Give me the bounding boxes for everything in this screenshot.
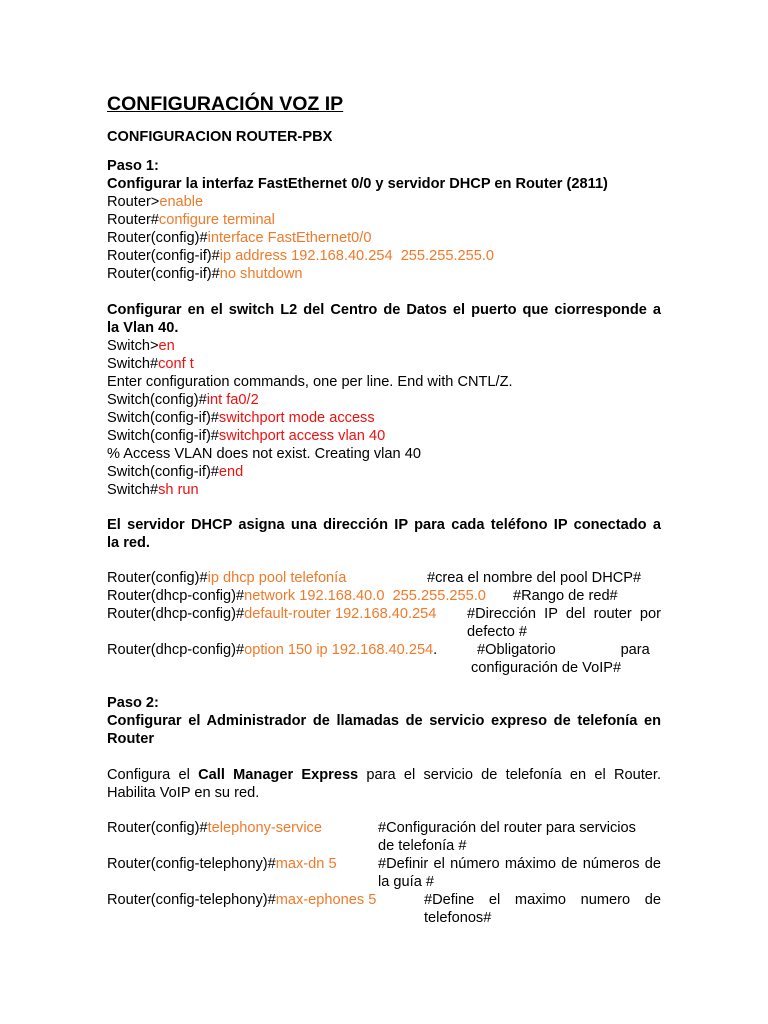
cli-prompt: Router(dhcp-config)# bbox=[107, 642, 245, 658]
config-line bbox=[107, 463, 243, 481]
paragraph-text: Configura el bbox=[107, 767, 199, 783]
cli-prompt: Router(config-if)# bbox=[107, 248, 220, 264]
config-line bbox=[107, 855, 337, 873]
cli-command: ip dhcp pool telefonía bbox=[207, 570, 347, 586]
config-comment-cont: configuración de VoIP# bbox=[471, 660, 622, 676]
paso2-paragraph bbox=[107, 766, 661, 784]
cli-command: telephony-service bbox=[207, 820, 322, 836]
cli-output: % Access VLAN does not exist. Creating vlan 40 bbox=[107, 446, 421, 462]
paragraph-emphasis: Call Manager Express bbox=[198, 767, 359, 783]
config-comment: #Definir el número máximo de números de bbox=[378, 856, 661, 872]
section-subtitle: CONFIGURACION ROUTER-PBX bbox=[107, 129, 333, 145]
cli-prompt: Switch# bbox=[107, 356, 159, 372]
cli-prompt: Router(dhcp-config)# bbox=[107, 606, 245, 622]
cli-command: switchport access vlan 40 bbox=[218, 428, 386, 444]
cli-command: enable bbox=[159, 194, 204, 210]
cli-prompt: Switch(config-if)# bbox=[107, 428, 219, 444]
switch-heading-line2: la Vlan 40. bbox=[107, 320, 179, 336]
cli-prompt: Router(config-telephony)# bbox=[107, 856, 276, 872]
config-line bbox=[107, 193, 203, 211]
config-line bbox=[107, 481, 199, 499]
cli-prompt: Router(config)# bbox=[107, 230, 208, 246]
config-line bbox=[107, 569, 346, 587]
config-comment-cont: la guía # bbox=[378, 874, 434, 890]
config-comment: #Dirección IP del router por bbox=[467, 606, 661, 622]
cli-prompt: Switch(config-if)# bbox=[107, 464, 219, 480]
cli-command: default-router 192.168.40.254 bbox=[244, 606, 437, 622]
switch-heading-line1: Configurar en el switch L2 del Centro de Datos el puerto que ciorresponde a bbox=[107, 302, 661, 318]
cli-command: interface FastEthernet0/0 bbox=[207, 230, 372, 246]
config-comment: #crea el nombre del pool DHCP# bbox=[427, 570, 642, 586]
config-line bbox=[107, 445, 421, 463]
cli-prompt: Router(dhcp-config)# bbox=[107, 588, 245, 604]
cli-command: end bbox=[218, 464, 244, 480]
cli-prompt: Switch# bbox=[107, 482, 159, 498]
paso2-heading-line1: Configurar el Administrador de llamadas de servicio expreso de telefonía en bbox=[107, 713, 661, 729]
cli-command: no shutdown bbox=[219, 266, 303, 282]
cli-command: max-ephones 5 bbox=[275, 892, 377, 908]
config-line bbox=[107, 819, 322, 837]
page-title: CONFIGURACIÓN VOZ IP bbox=[107, 93, 344, 115]
config-comment: #Rango de red# bbox=[513, 588, 618, 604]
cli-command: configure terminal bbox=[158, 212, 275, 228]
cli-command: en bbox=[158, 338, 175, 354]
config-comment-cont: telefonos# bbox=[424, 910, 492, 926]
cli-prompt: Router(config)# bbox=[107, 820, 208, 836]
config-comment: #Configuración del router para servicios bbox=[378, 820, 636, 836]
cli-command: max-dn 5 bbox=[275, 856, 337, 872]
dhcp-heading-line2: la red. bbox=[107, 535, 150, 551]
cli-command: network 192.168.40.0 255.255.255.0 bbox=[244, 588, 486, 604]
config-line bbox=[107, 211, 275, 229]
config-line bbox=[107, 391, 259, 409]
config-line bbox=[107, 641, 437, 659]
config-line bbox=[107, 409, 375, 427]
config-comment: #Obligatorio para bbox=[477, 642, 650, 658]
cli-prompt: Router(config)# bbox=[107, 570, 208, 586]
config-comment-cont: defecto # bbox=[467, 624, 528, 640]
dhcp-heading-line1: El servidor DHCP asigna una dirección IP para cada teléfono IP conectado a bbox=[107, 517, 661, 533]
cli-suffix: . bbox=[433, 642, 438, 658]
config-comment: #Define el maximo numero de bbox=[424, 892, 661, 908]
cli-command: int fa0/2 bbox=[206, 392, 259, 408]
config-line bbox=[107, 427, 385, 445]
cli-prompt: Router(config-if)# bbox=[107, 266, 220, 282]
config-comment-cont: de telefonía # bbox=[378, 838, 467, 854]
config-line bbox=[107, 605, 436, 623]
paso2-heading-line2: Router bbox=[107, 731, 155, 747]
cli-prompt: Switch> bbox=[107, 338, 159, 354]
paso1-heading: Configurar la interfaz FastEthernet 0/0 y servidor DHCP en Router (2811) bbox=[107, 176, 608, 192]
cli-command: sh run bbox=[158, 482, 199, 498]
paso1-label: Paso 1: bbox=[107, 158, 159, 174]
config-line bbox=[107, 355, 194, 373]
config-line bbox=[107, 587, 486, 605]
config-line bbox=[107, 337, 175, 355]
cli-prompt: Switch(config-if)# bbox=[107, 410, 219, 426]
cli-command: ip address 192.168.40.254 255.255.255.0 bbox=[219, 248, 495, 264]
cli-prompt: Router> bbox=[107, 194, 160, 210]
paragraph-text: para el servicio de telefonía en el Router. bbox=[358, 767, 662, 783]
paso2-label: Paso 2: bbox=[107, 695, 159, 711]
cli-command: conf t bbox=[158, 356, 194, 372]
config-line bbox=[107, 891, 376, 909]
paso2-paragraph-line2: Habilita VoIP en su red. bbox=[107, 785, 260, 801]
cli-command: switchport mode access bbox=[218, 410, 375, 426]
config-line bbox=[107, 265, 303, 283]
cli-prompt: Router# bbox=[107, 212, 159, 228]
cli-output: Enter configuration commands, one per line. End with CNTL/Z. bbox=[107, 374, 513, 390]
config-line bbox=[107, 373, 513, 391]
cli-prompt: Switch(config)# bbox=[107, 392, 207, 408]
cli-command: option 150 ip 192.168.40.254 bbox=[244, 642, 434, 658]
config-line bbox=[107, 247, 494, 265]
cli-prompt: Router(config-telephony)# bbox=[107, 892, 276, 908]
config-line bbox=[107, 229, 371, 247]
